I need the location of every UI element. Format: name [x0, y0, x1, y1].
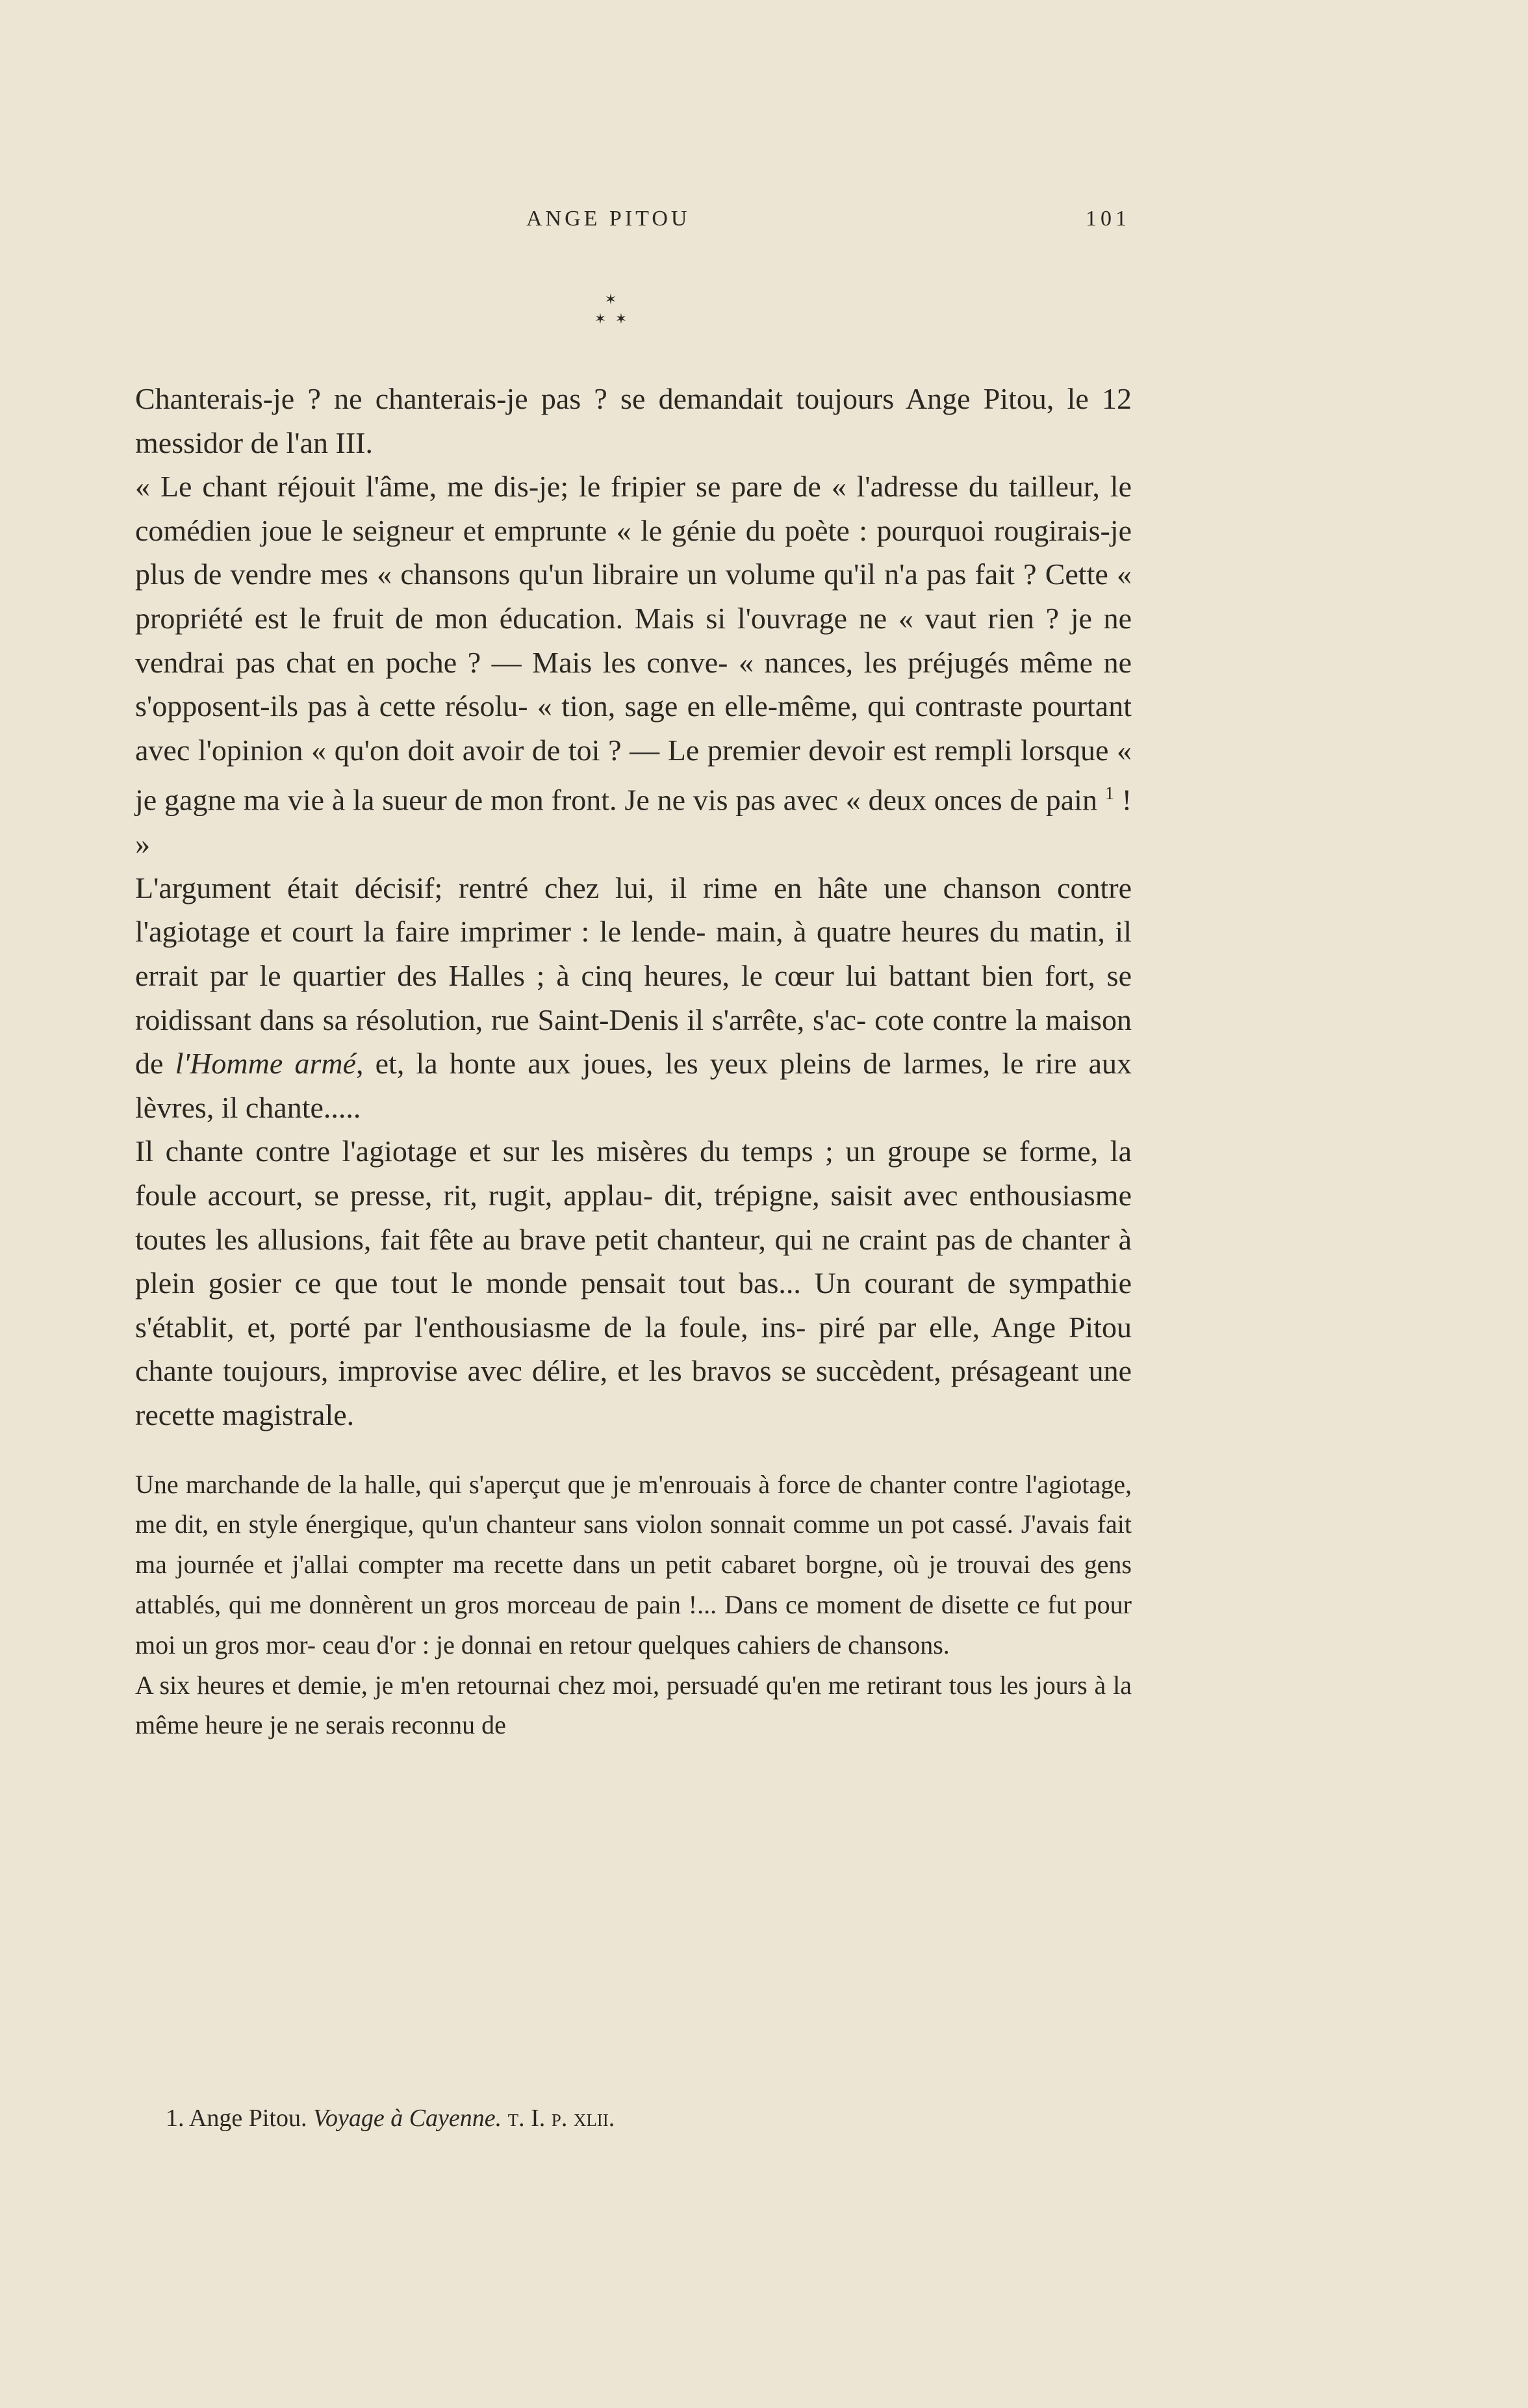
homme-arme-italic: l'Homme armé	[175, 1047, 356, 1081]
footnote-ref[interactable]: 1	[1104, 784, 1114, 804]
body-text	[135, 377, 1132, 1745]
paragraph-3	[135, 866, 1132, 1130]
running-header	[136, 207, 1130, 239]
footnote-work: Voyage à Cayenne.	[312, 2105, 502, 2132]
quote-paragraph-2: A six heures et demie, je m'en retournai chez moi, persuadé qu'en me retirant tous les jours à la même heure je ne serais reconnu de	[135, 1670, 1132, 1740]
quote-paragraph-1: Une marchande de la halle, qui s'aperçut que je m'enrouais à force de chanter contre l'agiotage, me dit, en style énergique, qu'un chanteur sans violon sonnait comme un pot cassé. J'avais fait ma journée et j'allai compter ma recette dans un petit cabaret borgne, où je trouvai des gens attablés, qui me donnèrent un gros morceau de pain !... Dans ce moment de disette ce fut pour moi un gros mor- ceau d'or : je donnai en retour quelques cahiers de chansons.	[135, 1469, 1132, 1659]
quoted-passage	[135, 1465, 1132, 1746]
paragraph-4: Il chante contre l'agiotage et sur les misères du temps ; un groupe se forme, la foule accourt, se presse, rit, rugit, applau- dit, trépigne, saisit avec enthousiasme toutes les allusions, fait fête au brave petit chanteur, qui ne craint pas de chanter à plein gosier ce que tout le monde pensait tout bas... Un courant de sympathie s'établit, et, porté par l'enthousiasme de la foule, ins- piré par elle, Ange Pitou chante toujours, improvise avec délire, et les bravos se succèdent, présageant une recette magistrale.	[135, 1134, 1132, 1431]
paragraph-3-text: L'argument était décisif; rentré chez lui, il rime en hâte une chanson contre l'agiotage et court la faire imprimer : le lende- main, à quatre heures du matin, il errait par le quartier des Halles ; à cinq heures, le cœur lui battant bien fort, se roidissant dans sa résolution, rue Saint-Denis il s'arrête, s'ac- cote contre la maison de	[135, 871, 1132, 1081]
svg-text:✶: ✶	[615, 311, 628, 327]
svg-text:✶: ✶	[594, 311, 607, 327]
paragraph-1: Chanterais-je ? ne chanterais-je pas ? se demandait toujours Ange Pitou, le 12 messidor de l'an III.	[135, 382, 1132, 459]
footnote-author: Ange Pitou.	[188, 2105, 307, 2132]
asterism-icon	[591, 291, 630, 330]
svg-text:✶: ✶	[604, 292, 617, 308]
footnote-reference: t. I. p. xlii.	[507, 2105, 615, 2132]
page-number: 101	[1086, 207, 1130, 231]
footnote-number: 1.	[166, 2105, 185, 2132]
paragraph-3-end: , et, la honte aux joues, les yeux pleins de larmes, le rire aux lèvres, il chante.....	[135, 1047, 1132, 1124]
paragraph-2	[135, 465, 1132, 866]
asterism-ornament	[591, 291, 630, 330]
paragraph-2-end: ! »	[135, 783, 1132, 861]
paragraph-2-text: « Le chant réjouit l'âme, me dis-je; le fripier se pare de « l'adresse du tailleur, le comédien joue le seigneur et emprunte « le génie du poète : pourquoi rougirais-je plus de vendre mes « chansons qu'un libraire un volume qu'il n'a pas fait ? Cette « propriété est le fruit de mon éducation. Mais si l'ouvrage ne « vaut rien ? je ne vendrai pas chat en poche ? — Mais les conve- « nances, les préjugés même ne s'opposent-ils pas à cette résolu- « tion, sage en elle-même, qui contraste pourtant avec l'opinion « qu'on doit avoir de toi ? — Le premier devoir est rempli lorsque « je gagne ma vie à la sueur de mon front. Je ne vis pas avec « deux onces de pain	[135, 470, 1132, 817]
running-title: ANGE PITOU	[526, 207, 691, 231]
footnote	[166, 2104, 1140, 2133]
